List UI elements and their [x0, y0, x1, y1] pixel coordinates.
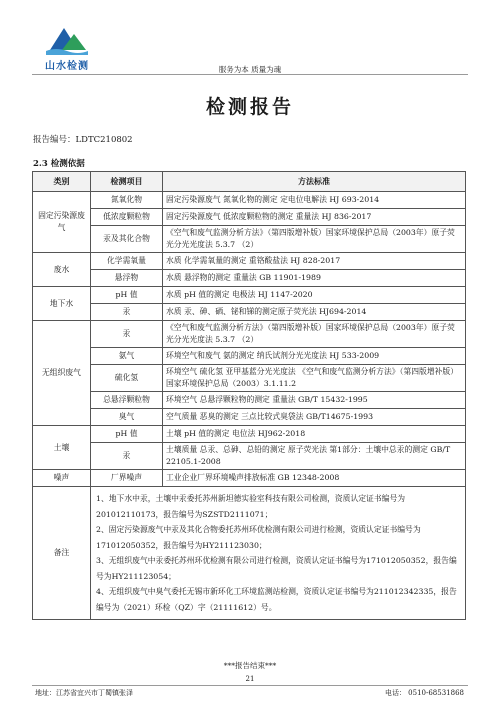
table-row: [33, 226, 466, 253]
standard-cell: 水质 pH 值的测定 电极法 HJ 1147-2020: [163, 287, 466, 304]
footer-phone: 电话： 0510-68531868: [384, 689, 464, 697]
item-cell: 汞: [91, 304, 163, 321]
category-cell: 地下水: [33, 287, 91, 321]
notes-row: [33, 487, 466, 620]
report-number: 报告编号：LDTC210802: [33, 135, 133, 145]
item-cell: pH 值: [91, 287, 163, 304]
standard-cell: 固定污染源废气 低浓度颗粒物的测定 重量法 HJ 836-2017: [163, 209, 466, 226]
item-cell: 总悬浮颗粒物: [91, 392, 163, 409]
standard-cell: 《空气和废气监测分析方法》（第四版增补版）国家环境保护总局（2003年）原子荧光分光光度法 5.3.7 （2）: [163, 321, 466, 348]
table-row: [33, 304, 466, 321]
standard-cell: 水质 汞、砷、硒、铋和锑的测定原子荧光法 HJ694-2014: [163, 304, 466, 321]
logo-text: 山水检测: [45, 61, 89, 72]
item-cell: 悬浮物: [91, 270, 163, 287]
category-cell: 土壤: [33, 426, 91, 470]
notes-label: 备注: [33, 487, 91, 620]
table-row: [33, 348, 466, 365]
table-row: [33, 392, 466, 409]
notes-cell: [91, 487, 466, 620]
category-cell: 固定污染源废气: [33, 192, 91, 253]
item-cell: 汞: [91, 321, 163, 348]
table-row: [33, 365, 466, 392]
note-item: 3、无组织废气中汞委托苏州环优检测有限公司进行检测，资质认定证书编号为171012050352，报告编号为HY211123054；: [96, 556, 457, 581]
table-row: [33, 443, 466, 470]
item-cell: 厂界噪声: [91, 470, 163, 487]
category-cell: 噪声: [33, 470, 91, 487]
table-row: [33, 192, 466, 209]
header-divider: [32, 74, 468, 75]
report-end-marker: ***报告结束***: [223, 661, 277, 670]
item-cell: 化学需氧量: [91, 253, 163, 270]
item-cell: 硫化氢: [91, 365, 163, 392]
item-cell: 低浓度颗粒物: [91, 209, 163, 226]
footer-divider: [32, 685, 468, 686]
standard-cell: 环境空气和废气 氨的测定 纳氏试剂分光光度法 HJ 533-2009: [163, 348, 466, 365]
table-row: [33, 321, 466, 348]
header-item: 检测项目: [91, 172, 163, 192]
page-number: 21: [245, 675, 255, 683]
table-row: [33, 426, 466, 443]
standard-cell: 土壤 pH 值的测定 电位法 HJ962-2018: [163, 426, 466, 443]
table-row: [33, 209, 466, 226]
table-header-row: [33, 172, 466, 192]
standard-cell: 环境空气 硫化氢 亚甲基蓝分光光度法 《空气和废气监测分析方法》（第四版增补版）国家环境保护总局（2003）3.1.11.2: [163, 365, 466, 392]
footer-address: 地址：江苏省宜兴市丁蜀镇张泽: [35, 689, 133, 697]
standard-cell: 空气质量 恶臭的测定 三点比较式臭袋法 GB/T14675-1993: [163, 409, 466, 426]
header-category: 类别: [33, 172, 91, 192]
category-cell: 无组织废气: [33, 321, 91, 426]
standard-cell: 固定污染源废气 氮氧化物的测定 定电位电解法 HJ 693-2014: [163, 192, 466, 209]
standard-cell: 水质 化学需氧量的测定 重铬酸盐法 HJ 828-2017: [163, 253, 466, 270]
note-item: 4、无组织废气中臭气委托无锡市新环化工环境监测站检测，资质认定证书编号为211012342335，报告编号为（2021）环检（QZ）字（21111612）号。: [96, 587, 457, 612]
item-cell: 臭气: [91, 409, 163, 426]
detection-basis-table: [32, 171, 466, 620]
header-slogan: 服务为本 质量为魂: [218, 65, 282, 74]
table-row: [33, 287, 466, 304]
note-item: 1、地下水中汞，土壤中汞委托苏州新坦德实验室科技有限公司检测，资质认定证书编号为201012110173，报告编号为SZSTD2111071；: [96, 494, 406, 519]
table-row: [33, 409, 466, 426]
item-cell: pH 值: [91, 426, 163, 443]
section-title: 2.3 检测依据: [33, 159, 85, 169]
standard-cell: 工业企业厂界环境噪声排放标准 GB 12348-2008: [163, 470, 466, 487]
page-title: 检测报告: [205, 96, 294, 118]
standard-cell: 水质 悬浮物的测定 重量法 GB 11901-1989: [163, 270, 466, 287]
table-row: [33, 470, 466, 487]
standard-cell: 环境空气 总悬浮颗粒物的测定 重量法 GB/T 15432-1995: [163, 392, 466, 409]
note-item: 2、固定污染源废气中汞及其化合物委托苏州环优检测有限公司进行检测，资质认定证书编号为171012050352，报告编号为HY211123030；: [96, 525, 421, 550]
category-cell: 废水: [33, 253, 91, 287]
table-row: [33, 270, 466, 287]
standard-cell: 土壤质量 总汞、总砷、总铅的测定 原子荧光法 第1部分：土壤中总汞的测定 GB/T 22105.1-2008: [163, 443, 466, 470]
header-standard: 方法标准: [163, 172, 466, 192]
item-cell: 汞: [91, 443, 163, 470]
item-cell: 氨气: [91, 348, 163, 365]
item-cell: 氮氧化物: [91, 192, 163, 209]
standard-cell: 《空气和废气监测分析方法》（第四版增补版）国家环境保护总局（2003年）原子荧光分光光度法 5.3.7 （2）: [163, 226, 466, 253]
table-row: [33, 253, 466, 270]
item-cell: 汞及其化合物: [91, 226, 163, 253]
mountain-water-logo-icon: [44, 20, 90, 56]
